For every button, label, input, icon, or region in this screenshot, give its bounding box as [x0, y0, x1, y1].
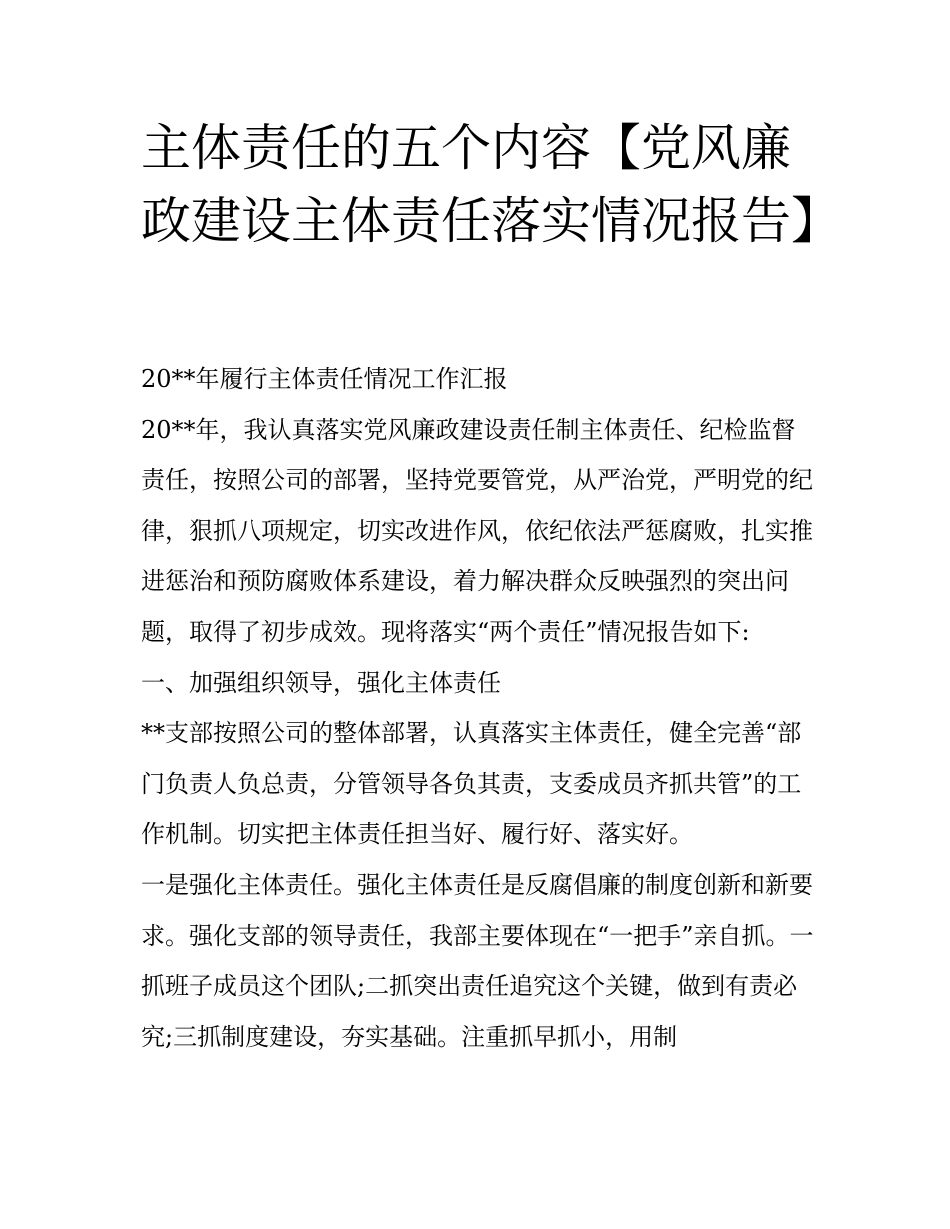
document-title: 主体责任的五个内容【党风廉政建设主体责任落实情况报告】 [141, 119, 841, 250]
section-heading: 一、加强组织领导，强化主体责任 [141, 668, 501, 697]
intro-paragraph: 20**年，我认真落实党风廉政建设责任制主体责任、纪检监督责任，按照公司的部署，坚持党要管党，从严治党，严明党的纪律，狠抓八项规定，切实改进作风，依纪依法严惩腐败，扎实推进惩治和预防腐败体系建设，着力解决群众反映强烈的突出问题，取得了初步成效。现将落实“两个责任”情况报告如下: [141, 415, 813, 646]
document-body [141, 354, 816, 1062]
body-paragraph: **支部按照公司的整体部署，认真落实主体责任，健全完善“部门负责人负总责，分管领导各负其责，支委成员齐抓共管”的工作机制。切实把主体责任担当好、履行好、落实好。 [141, 719, 802, 849]
body-paragraph: 一是强化主体责任。强化主体责任是反腐倡廉的制度创新和新要求。强化支部的领导责任，我部主要体现在“一把手”亲自抓。一抓班子成员这个团队;二抓突出责任追究这个关键，做到有责必究;三抓制度建设，夯实基础。注重抓早抓小，用制 [141, 870, 814, 1051]
report-heading: 20**年履行主体责任情况工作汇报 [141, 365, 508, 393]
